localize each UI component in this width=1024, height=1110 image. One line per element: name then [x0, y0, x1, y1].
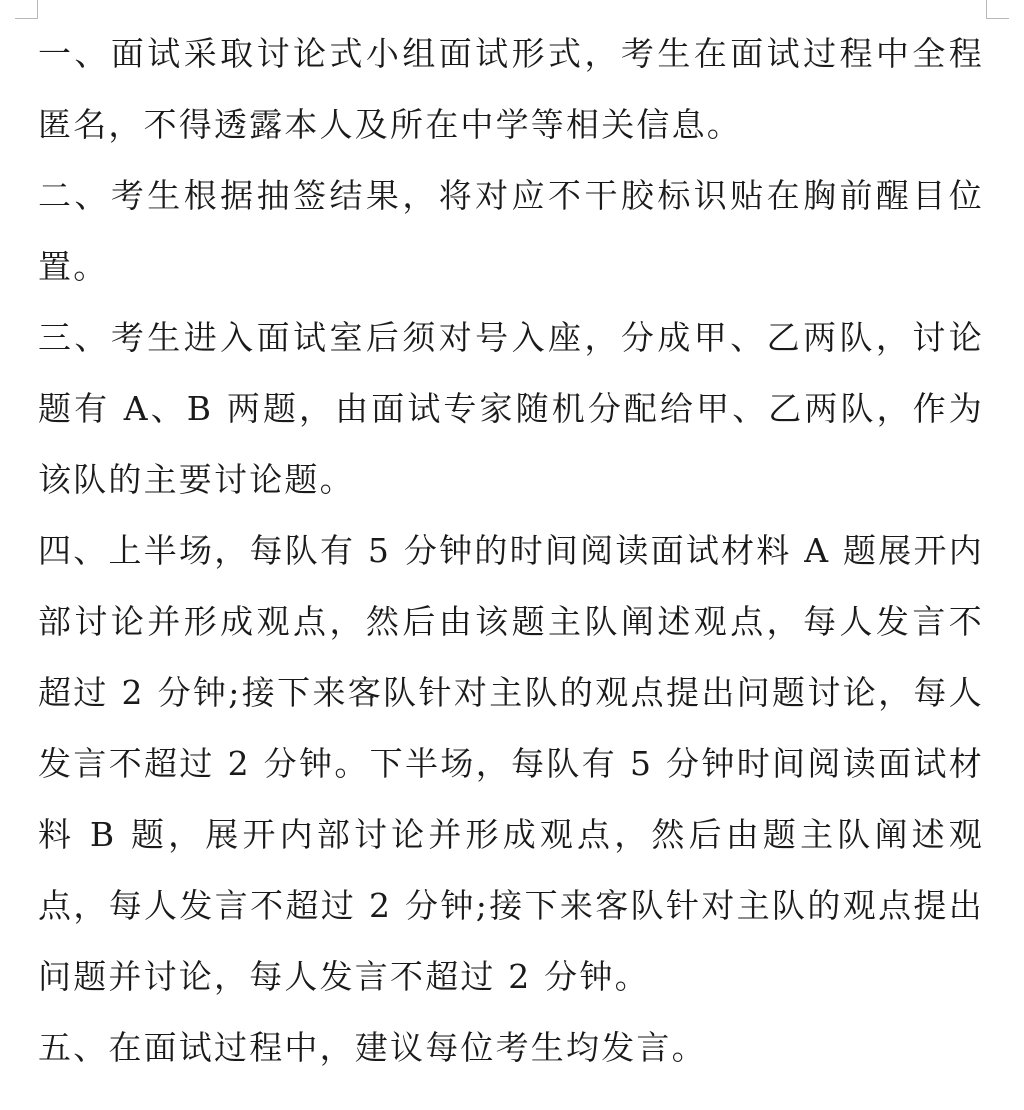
paragraph-rule-1: 一、面试采取讨论式小组面试形式，考生在面试过程中全程匿名，不得透露本人及所在中学等相关信息。: [38, 34, 984, 144]
paragraph-rule-5: 五、在面试过程中，建议每位考生均发言。: [38, 1028, 707, 1067]
paragraph-rule-2: 二、考生根据抽签结果，将对应不干胶标识贴在胸前醒目位置。: [38, 176, 984, 286]
margin-corner-mark-left: [15, 0, 38, 19]
document-body: [38, 18, 984, 1083]
margin-corner-mark-right: [986, 0, 1009, 19]
paragraph-rule-3: 三、考生进入面试室后须对号入座，分成甲、乙两队，讨论题有 A、B 两题，由面试专家随机分配给甲、乙两队，作为该队的主要讨论题。: [38, 318, 984, 499]
paragraph-rule-4: 四、上半场，每队有 5 分钟的时间阅读面试材料 A 题展开内部讨论并形成观点，然后由该题主队阐述观点，每人发言不超过 2 分钟;接下来客队针对主队的观点提出问题讨论，每人发言不超过 2 分钟。下半场，每队有 5 分钟时间阅读面试材料 B 题，展开内部讨论并形成观点，然后由题主队阐述观点，每人发言不超过 2 分钟;接下来客队针对主队的观点提出问题并讨论，每人发言不超过 2 分钟。: [38, 531, 984, 996]
